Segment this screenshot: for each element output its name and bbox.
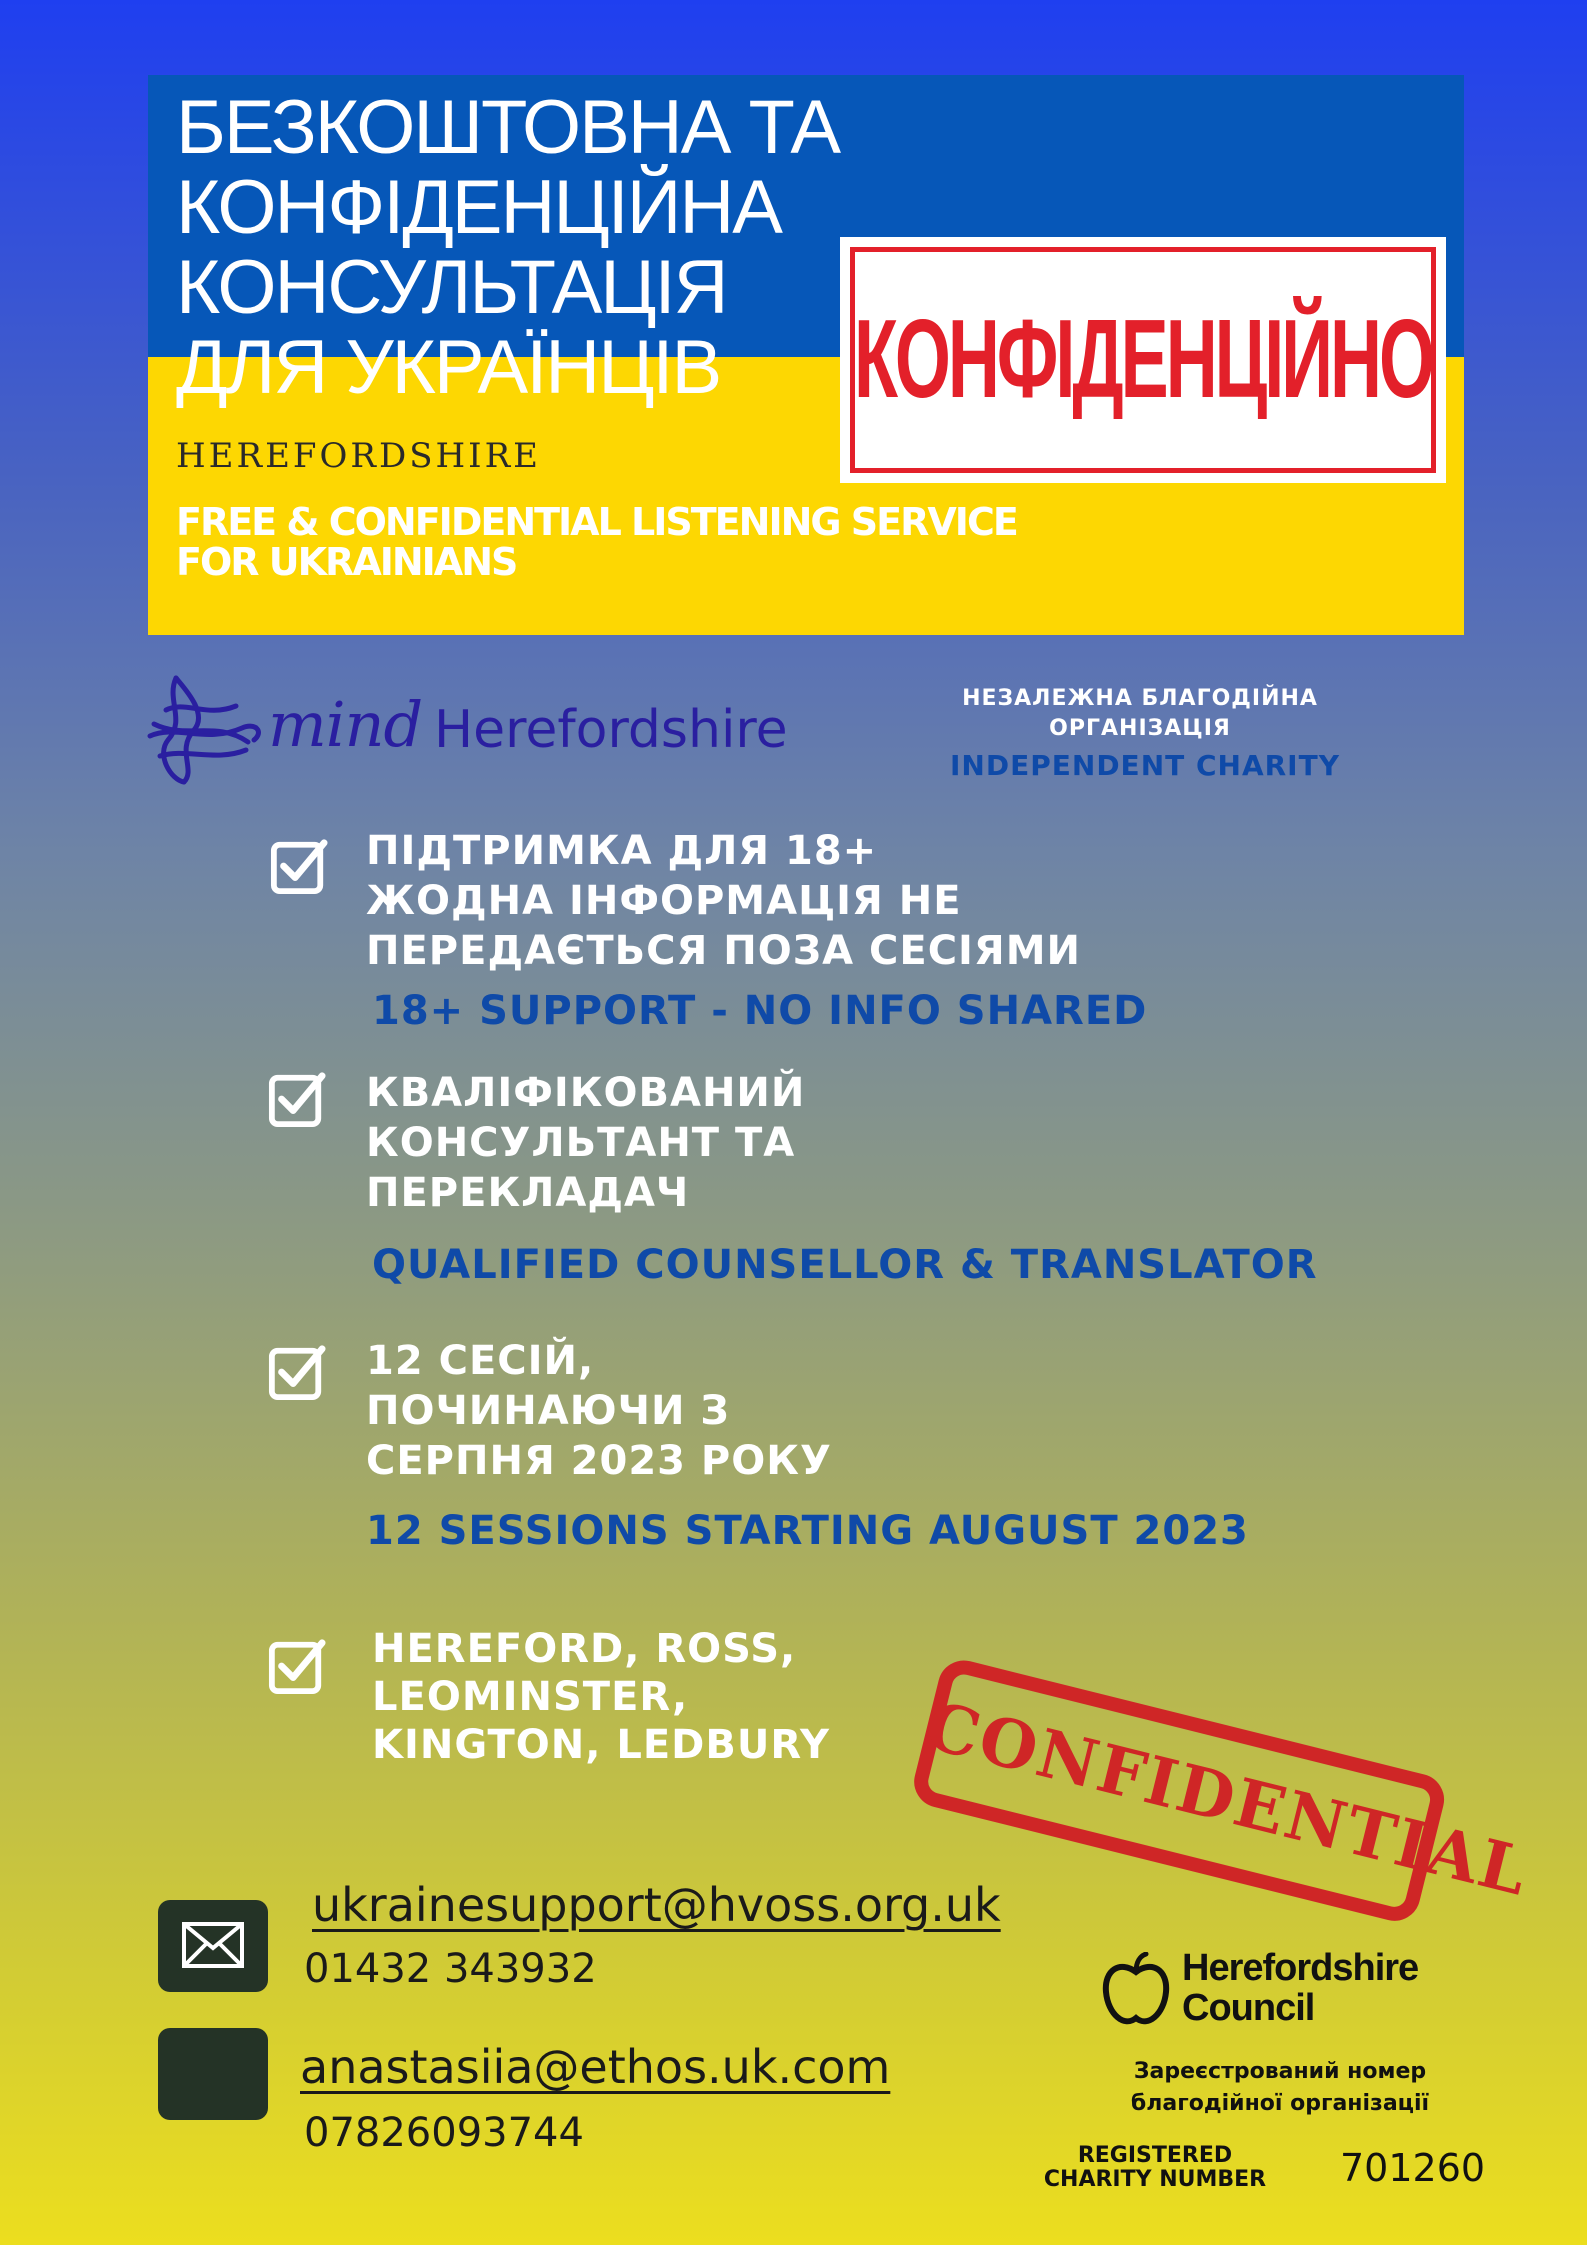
phone-number: 07826093744 [304,2110,584,2156]
feature-text-english: 12 SESSIONS STARTING AUGUST 2023 [366,1508,1249,1554]
feature-line: KINGTON, LEDBURY [372,1722,830,1768]
title-line: КОНФІДЕНЦІЙНА [176,165,781,250]
phone-number: 01432 343932 [304,1946,597,1992]
title-line: ДЛЯ УКРАЇНЦІВ [176,325,721,410]
title-english [176,502,1026,582]
email-link[interactable]: ukrainesupport@hvoss.org.uk [312,1878,1001,1932]
feature-line: ЖОДНА ІНФОРМАЦІЯ НЕ [366,878,962,924]
email-link[interactable]: anastasiia@ethos.uk.com [300,2040,891,2094]
feature-line: СЕРПНЯ 2023 РОКУ [366,1438,832,1484]
reg-en-line: CHARITY NUMBER [1043,2167,1267,2192]
independent-charity-ukrainian [940,684,1340,744]
region-label: HEREFORDSHIRE [176,436,542,476]
apple-icon [1100,1952,1172,2028]
confidential-stamp-ukrainian [840,237,1446,483]
registered-charity-label-ukrainian [1085,2056,1475,2120]
mind-wordmark: mind [268,688,423,761]
title-en-line: FREE & CONFIDENTIAL LISTENING SERVICE [176,500,1017,544]
council-name [1182,1948,1418,2028]
feature-line: ПЕРЕДАЄТЬСЯ ПОЗА СЕСІЯМИ [366,928,1082,974]
mind-herefordshire-logo [146,670,806,790]
reg-en-line: REGISTERED [1077,2143,1233,2168]
checkbox-icon [270,837,328,895]
feature-text-ukrainian [366,826,1081,976]
stamp-text: CONFIDENTIAL [918,1686,1537,1912]
charity-uk-line: ОРГАНІЗАЦІЯ [1049,716,1231,741]
registered-charity-label-english [1020,2144,1290,2192]
mind-scribble-icon [146,670,266,790]
reg-uk-line: благодійної організації [1130,2091,1430,2116]
council-name-line: Council [1182,1987,1315,2029]
feature-text-english: 18+ SUPPORT - NO INFO SHARED [372,988,1148,1034]
contact-icon [158,2028,268,2120]
herefordshire-council-logo [1100,1948,1460,2028]
stamp-text: КОНФІДЕНЦІЙНО [853,298,1433,422]
title-line: КОНСУЛЬТАЦІЯ [176,245,727,330]
envelope-icon [158,1900,268,1992]
charity-number: 701260 [1340,2146,1486,2190]
reg-uk-line: Зареєстрований номер [1133,2059,1427,2084]
charity-uk-line: НЕЗАЛЕЖНА БЛАГОДІЙНА [962,686,1318,711]
checkbox-icon [268,1637,326,1695]
feature-line: 12 СЕСІЙ, [366,1338,595,1384]
council-name-line: Herefordshire [1182,1947,1419,1989]
feature-text-ukrainian [366,1336,832,1486]
checkbox-icon [268,1343,326,1401]
feature-text-ukrainian [366,1068,805,1218]
title-en-line: FOR UKRAINIANS [176,540,517,584]
independent-charity-english: INDEPENDENT CHARITY [950,749,1340,782]
feature-text-locations [372,1625,830,1769]
feature-line: КОНСУЛЬТАНТ ТА [366,1120,796,1166]
feature-line: HEREFORD, ROSS, [372,1626,797,1672]
feature-line: ПОЧИНАЮЧИ З [366,1388,730,1434]
feature-line: КВАЛІФІКОВАНИЙ [366,1070,806,1116]
title-ukrainian [176,85,956,410]
feature-line: LEOMINSTER, [372,1674,689,1720]
feature-line: ПЕРЕКЛАДАЧ [366,1170,690,1216]
checkbox-icon [268,1070,326,1128]
feature-line: ПІДТРИМКА ДЛЯ 18+ [366,828,878,874]
title-line: БЕЗКОШТОВНА ТА [176,85,840,170]
feature-text-english: QUALIFIED COUNSELLOR & TRANSLATOR [372,1242,1318,1288]
mind-place-name: Herefordshire [434,700,788,760]
